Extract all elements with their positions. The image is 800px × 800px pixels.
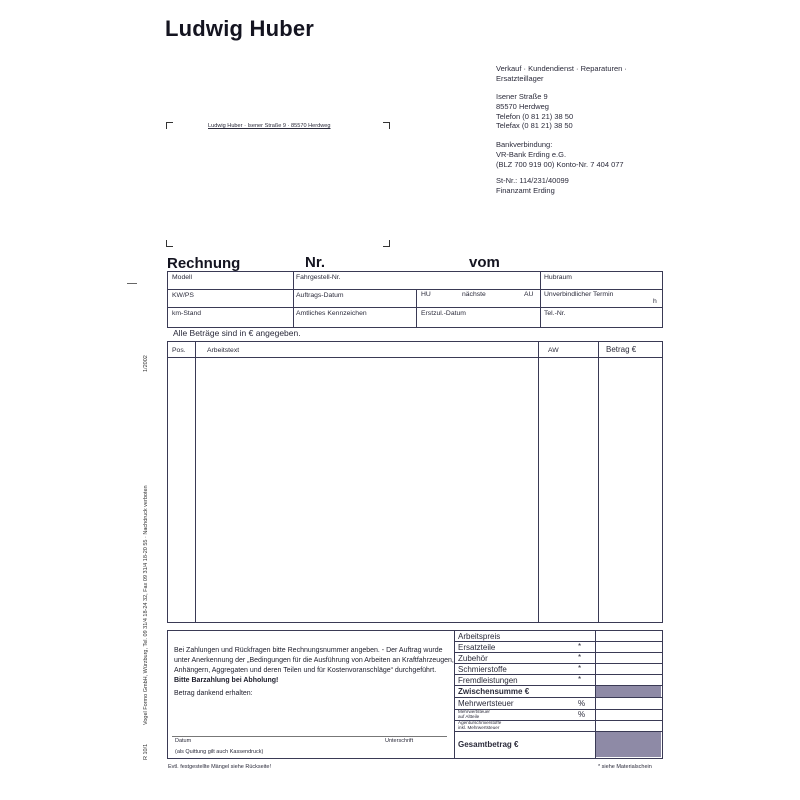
total-schmierstoffe: Schmierstoffe: [458, 665, 507, 674]
signature-datum: Datum: [175, 738, 192, 744]
label-kmstand: km-Stand: [172, 310, 202, 317]
terms-cash: Bitte Barzahlung bei Abholung!: [174, 677, 279, 684]
mwst-altteile-line-2: auf Altteile: [458, 714, 480, 719]
address-window-corner-br: [383, 240, 390, 247]
vehicle-data-grid: [167, 271, 663, 328]
label-erstzul: Erstzul.-Datum: [421, 310, 466, 317]
company-tax: [496, 176, 569, 196]
terms-received: Betrag dankend erhalten:: [174, 690, 253, 697]
signature-unterschrift: Unterschrift: [385, 738, 414, 744]
company-address: [496, 92, 573, 131]
total-mwst-percent: %: [578, 699, 586, 708]
label-auftragsdatum: Auftrags-Datum: [296, 292, 344, 299]
vehicle-grid-col-line-1: [293, 271, 294, 327]
receipt-note: (als Quittung gilt auch Kassendruck): [175, 749, 264, 755]
vehicle-grid-col-line-2: [416, 289, 417, 327]
agentur-line-2: inkl. Mehrwertsteuer: [458, 725, 500, 730]
label-kwps: KW/PS: [172, 292, 194, 299]
services-line-1: Verkauf · Kundendienst · Reparaturen ·: [496, 64, 627, 73]
vehicle-grid-row-line-1: [167, 289, 662, 290]
label-kennzeichen: Amtliches Kennzeichen: [296, 310, 367, 317]
vehicle-grid-row-line-2: [167, 307, 662, 308]
address-phone: Telefon (0 81 21) 38 50: [496, 111, 574, 121]
work-table-header-line: [167, 357, 662, 358]
totals-line-6: [454, 697, 662, 698]
company-name: Ludwig Huber: [165, 16, 315, 41]
label-naechste: nächste: [462, 291, 486, 298]
address-window-corner-tr: [383, 122, 390, 129]
work-table-col-line-3: [598, 341, 599, 622]
totals-line-2: [454, 652, 662, 653]
footer-materialschein: * siehe Materialschein: [598, 764, 652, 770]
payment-terms: [174, 646, 454, 699]
zwischensumme-shade: [596, 686, 661, 697]
currency-note: Alle Beträge sind in € angegeben.: [173, 328, 301, 338]
star-fremdleistungen: *: [578, 675, 582, 684]
company-services: [496, 64, 627, 84]
vehicle-grid-col-line-3: [540, 271, 541, 327]
totals-line-1: [454, 641, 662, 642]
totals-line-3: [454, 663, 662, 664]
totals-line-5: [454, 685, 662, 686]
label-fahrgestell: Fahrgestell-Nr.: [296, 274, 341, 281]
terms-text: Bei Zahlungen und Rückfragen bitte Rechnungsnummer angeben. - Der Auftrag wurde unter Anerkennung der „Bedingungen für die Ausführung von Arbeiten an Kraftfahrzeugen, Anhängern, Aggregaten und deren Teilen und für Kostenvoranschläge“ durchgeführt.: [174, 647, 454, 674]
totals-line-4: [454, 674, 662, 675]
star-ersatzteile: *: [578, 642, 582, 651]
label-termin: Unverbindlicher Termin: [544, 291, 614, 298]
star-zubehoer: *: [578, 653, 582, 662]
col-pos: Pos.: [172, 347, 186, 354]
address-city: 85570 Herdweg: [496, 101, 549, 111]
agentur-line-1: Agenturschmierstoffe: [458, 720, 502, 725]
address-window-corner-bl: [166, 240, 173, 247]
total-altteile-percent: %: [578, 710, 586, 719]
company-bank: [496, 140, 624, 169]
total-zwischensumme: Zwischensumme €: [458, 687, 530, 696]
label-hu: HU: [421, 291, 431, 298]
col-betrag: Betrag €: [606, 345, 637, 354]
star-schmierstoffe: *: [578, 664, 582, 673]
total-agentur: [458, 720, 501, 730]
bank-account: (BLZ 700 919 00) Konto-Nr. 7 404 077: [496, 159, 624, 169]
bank-label: Bankverbindung:: [496, 140, 553, 149]
footer-maengel: Evtl. festgestellte Mängel siehe Rückseite!: [168, 764, 272, 770]
side-version: 1/2002: [143, 355, 149, 372]
label-hubraum: Hubraum: [544, 274, 572, 281]
total-zubehoer: Zubehör: [458, 654, 488, 663]
address-street: Isener Straße 9: [496, 92, 548, 101]
address-fax: Telefax (0 81 21) 38 50: [496, 121, 573, 131]
work-table-col-line-2: [538, 341, 539, 622]
fold-mark: [127, 283, 137, 284]
mwst-altteile-line-1: Mehrwertsteuer: [458, 709, 490, 714]
services-line-2: Ersatzteillager: [496, 73, 544, 83]
total-arbeitspreis: Arbeitspreis: [458, 632, 501, 641]
side-printer: Vogel Formo GmbH, Würzburg, Tel. 09 31/4 18-24 32, Fax 09 31/4 18-20 55 · Nachdruck verboten: [143, 485, 149, 725]
label-au: AU: [524, 291, 534, 298]
tax-number: St-Nr.: 114/231/40099: [496, 176, 569, 185]
sender-line: Ludwig Huber · Isener Straße 9 · 85570 Herdweg: [208, 123, 331, 129]
work-items-table: [167, 341, 663, 623]
totals-line-9: [454, 731, 662, 732]
total-fremdleistungen: Fremdleistungen: [458, 676, 518, 685]
invoice-number-label: Nr.: [305, 254, 326, 271]
tax-office: Finanzamt Erding: [496, 185, 555, 195]
bank-name: VR-Bank Erding e.G.: [496, 149, 567, 159]
signature-line: [172, 736, 447, 737]
invoice-date-label: vom: [469, 254, 500, 271]
total-ersatzteile: Ersatzteile: [458, 643, 496, 652]
gesamt-shade: [596, 732, 661, 757]
invoice-title: Rechnung: [167, 255, 241, 272]
label-modell: Modell: [172, 274, 193, 281]
label-termin-unit: h: [653, 298, 657, 305]
total-mwst-altteile: [458, 709, 490, 719]
totals-divider: [454, 630, 455, 758]
col-aw: AW: [548, 347, 559, 354]
label-telnr: Tel.-Nr.: [544, 310, 566, 317]
side-code: R 10/1: [143, 743, 149, 760]
total-mwst: Mehrwertsteuer: [458, 699, 514, 708]
col-arbeitstext: Arbeitstext: [207, 347, 240, 354]
address-window-corner-tl: [166, 122, 173, 129]
work-table-col-line-1: [195, 341, 196, 622]
total-gesamtbetrag: Gesamtbetrag €: [458, 740, 519, 749]
